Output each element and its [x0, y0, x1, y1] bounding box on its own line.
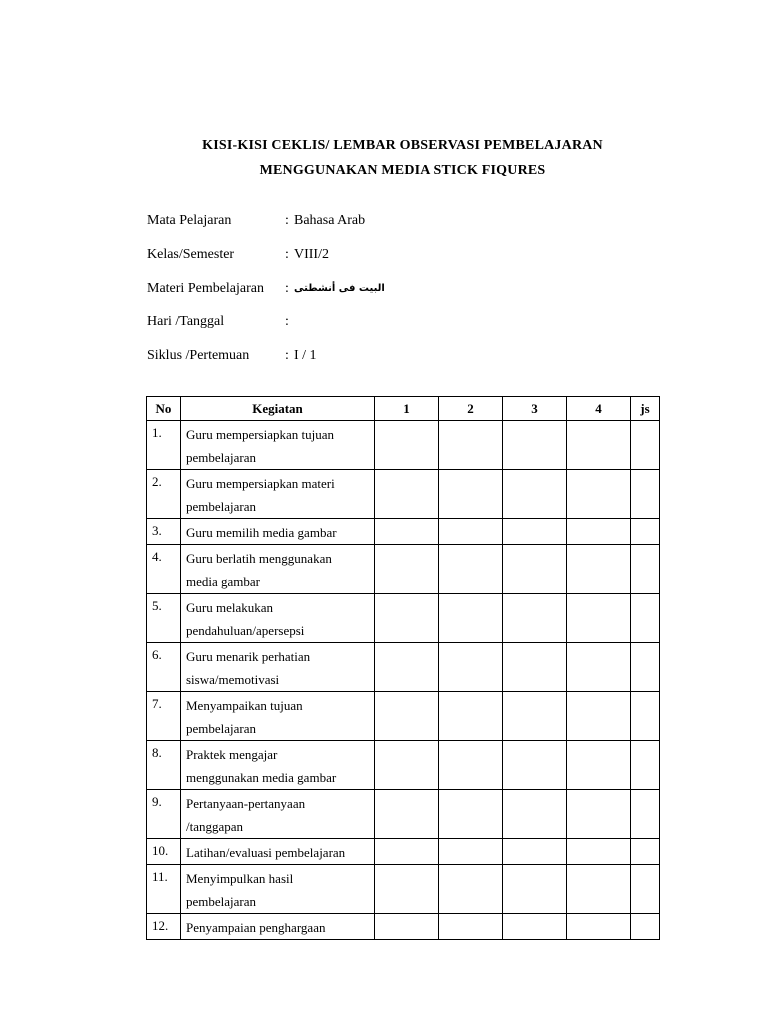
activity-cell [181, 865, 375, 914]
activity-text: Penyampaian penghargaan [186, 920, 326, 935]
table-row [147, 865, 660, 914]
field-label: Mata Pelajaran [147, 213, 232, 228]
score-2-cell[interactable] [439, 594, 503, 643]
score-2-cell[interactable] [439, 519, 503, 545]
score-4-cell[interactable] [567, 839, 631, 865]
header-score-2: 2 [439, 397, 503, 421]
field-value: I / 1 [294, 348, 317, 363]
activity-text: Praktek mengajar [186, 747, 278, 762]
js-cell[interactable] [631, 790, 660, 839]
table-row [147, 914, 660, 940]
score-2-cell[interactable] [439, 421, 503, 470]
header-no: No [147, 397, 181, 421]
activity-cell [181, 914, 375, 940]
activity-text: Guru melakukan [186, 600, 274, 615]
field-colon: : [285, 247, 289, 262]
activity-cell [181, 545, 375, 594]
js-cell[interactable] [631, 839, 660, 865]
activity-text: Latihan/evaluasi pembelajaran [186, 845, 346, 860]
js-cell[interactable] [631, 643, 660, 692]
header-score-3: 3 [503, 397, 567, 421]
activity-text: Guru memilih media gambar [186, 525, 337, 540]
table-row [147, 839, 660, 865]
score-4-cell[interactable] [567, 519, 631, 545]
header-kegiatan: Kegiatan [181, 397, 375, 421]
activity-text: Guru berlatih menggunakan [186, 551, 332, 566]
score-4-cell[interactable] [567, 914, 631, 940]
field-label: Kelas/Semester [147, 247, 235, 262]
observation-table [146, 396, 660, 940]
score-3-cell[interactable] [503, 741, 567, 790]
score-4-cell[interactable] [567, 692, 631, 741]
row-number: 11. [147, 865, 181, 914]
js-cell[interactable] [631, 914, 660, 940]
field-label: Siklus /Pertemuan [147, 348, 250, 363]
activity-cell [181, 741, 375, 790]
header-score-4: 4 [567, 397, 631, 421]
field-colon: : [285, 314, 289, 329]
field-label: Materi Pembelajaran [147, 281, 265, 296]
row-number: 2. [147, 470, 181, 519]
score-3-cell[interactable] [503, 643, 567, 692]
score-4-cell[interactable] [567, 643, 631, 692]
activity-text: Guru menarik perhatian [186, 649, 311, 664]
score-2-cell[interactable] [439, 470, 503, 519]
score-4-cell[interactable] [567, 594, 631, 643]
activity-text: pembelajaran [186, 499, 257, 514]
score-4-cell[interactable] [567, 865, 631, 914]
table-header-row [147, 397, 660, 421]
table-row [147, 643, 660, 692]
field-colon: : [285, 281, 289, 296]
score-4-cell[interactable] [567, 741, 631, 790]
activity-text: Menyampaikan tujuan [186, 698, 303, 713]
activity-cell [181, 643, 375, 692]
score-3-cell[interactable] [503, 545, 567, 594]
score-4-cell[interactable] [567, 470, 631, 519]
row-number: 8. [147, 741, 181, 790]
score-1-cell[interactable] [375, 839, 439, 865]
score-2-cell[interactable] [439, 914, 503, 940]
score-3-cell[interactable] [503, 470, 567, 519]
activity-text: menggunakan media gambar [186, 770, 337, 785]
score-2-cell[interactable] [439, 692, 503, 741]
table-row [147, 692, 660, 741]
score-1-cell[interactable] [375, 741, 439, 790]
js-cell[interactable] [631, 519, 660, 545]
score-1-cell[interactable] [375, 914, 439, 940]
activity-text: pendahuluan/apersepsi [186, 623, 305, 638]
score-2-cell[interactable] [439, 865, 503, 914]
score-1-cell[interactable] [375, 421, 439, 470]
score-3-cell[interactable] [503, 839, 567, 865]
field-value: VIII/2 [294, 247, 329, 262]
activity-cell [181, 594, 375, 643]
activity-text: Menyimpulkan hasil [186, 871, 294, 886]
activity-cell [181, 790, 375, 839]
activity-text: pembelajaran [186, 721, 257, 736]
score-1-cell[interactable] [375, 865, 439, 914]
score-1-cell[interactable] [375, 519, 439, 545]
score-3-cell[interactable] [503, 421, 567, 470]
activity-text: Pertanyaan-pertanyaan [186, 796, 306, 811]
table-row [147, 741, 660, 790]
activity-text: /tanggapan [186, 819, 244, 834]
js-cell[interactable] [631, 741, 660, 790]
document-title-line-1: KISI-KISI CEKLIS/ LEMBAR OBSERVASI PEMBELAJARAN [202, 138, 603, 153]
score-1-cell[interactable] [375, 594, 439, 643]
field-colon: : [285, 348, 289, 363]
js-cell[interactable] [631, 545, 660, 594]
row-number: 10. [147, 839, 181, 865]
row-number: 7. [147, 692, 181, 741]
table-row [147, 470, 660, 519]
score-4-cell[interactable] [567, 421, 631, 470]
activity-cell [181, 519, 375, 545]
score-4-cell[interactable] [567, 545, 631, 594]
activity-text: siswa/memotivasi [186, 672, 280, 687]
row-number: 5. [147, 594, 181, 643]
field-label: Hari /Tanggal [147, 314, 225, 329]
field-colon: : [285, 213, 289, 228]
score-3-cell[interactable] [503, 594, 567, 643]
js-cell[interactable] [631, 692, 660, 741]
score-1-cell[interactable] [375, 643, 439, 692]
score-1-cell[interactable] [375, 790, 439, 839]
js-cell[interactable] [631, 421, 660, 470]
js-cell[interactable] [631, 470, 660, 519]
activity-cell [181, 692, 375, 741]
row-number: 1. [147, 421, 181, 470]
activity-text: pembelajaran [186, 450, 257, 465]
activity-cell [181, 421, 375, 470]
header-score-1: 1 [375, 397, 439, 421]
row-number: 12. [147, 914, 181, 940]
activity-text: Guru mempersiapkan materi [186, 476, 335, 491]
field-value: Bahasa Arab [294, 213, 366, 228]
table-row [147, 790, 660, 839]
table-row [147, 545, 660, 594]
activity-text: media gambar [186, 574, 260, 589]
score-4-cell[interactable] [567, 790, 631, 839]
score-1-cell[interactable] [375, 470, 439, 519]
row-number: 4. [147, 545, 181, 594]
table-row [147, 519, 660, 545]
score-3-cell[interactable] [503, 519, 567, 545]
activity-text: Guru mempersiapkan tujuan [186, 427, 335, 442]
score-2-cell[interactable] [439, 839, 503, 865]
activity-text: pembelajaran [186, 894, 257, 909]
row-number: 3. [147, 519, 181, 545]
table-row [147, 594, 660, 643]
table-row [147, 421, 660, 470]
score-2-cell[interactable] [439, 643, 503, 692]
activity-cell [181, 839, 375, 865]
score-2-cell[interactable] [439, 545, 503, 594]
js-cell[interactable] [631, 594, 660, 643]
score-3-cell[interactable] [503, 692, 567, 741]
row-number: 6. [147, 643, 181, 692]
score-1-cell[interactable] [375, 692, 439, 741]
js-cell[interactable] [631, 865, 660, 914]
activity-cell [181, 470, 375, 519]
document-title-line-2: MENGGUNAKAN MEDIA STICK FIQURES [259, 163, 546, 178]
score-3-cell[interactable] [503, 865, 567, 914]
score-2-cell[interactable] [439, 741, 503, 790]
field-value-arabic: البيت فى أنشطتى [294, 283, 385, 294]
score-3-cell[interactable] [503, 790, 567, 839]
row-number: 9. [147, 790, 181, 839]
score-2-cell[interactable] [439, 790, 503, 839]
score-3-cell[interactable] [503, 914, 567, 940]
score-1-cell[interactable] [375, 545, 439, 594]
header-js: js [631, 397, 660, 421]
